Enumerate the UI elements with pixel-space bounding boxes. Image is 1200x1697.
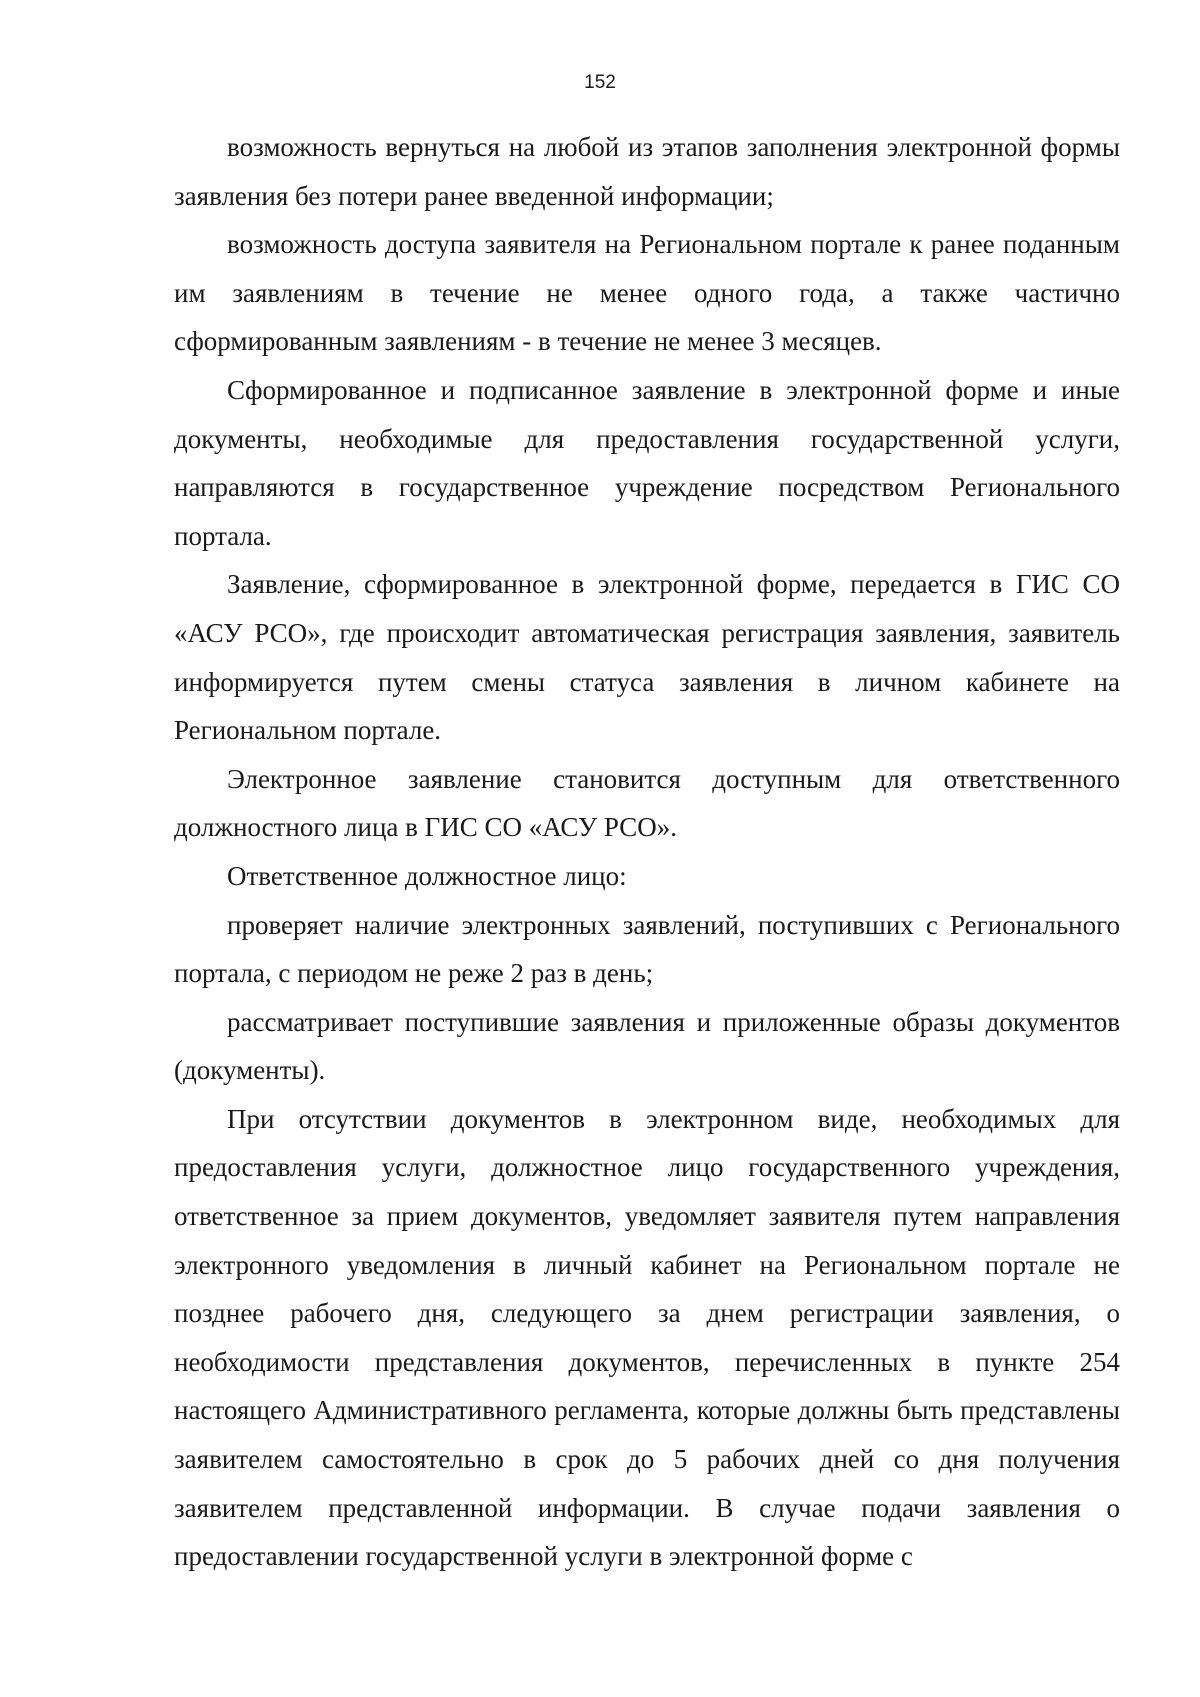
- paragraph-signed-application: Сформированное и подписанное заявление в электронной форме и иные документы, необходимые для предоставления государственной услуги, направляются в государственное учреждение посредством Регионального портала.: [174, 374, 1120, 551]
- paragraph-return-to-step: возможность вернуться на любой из этапов заполнения электронной формы заявления без потери ранее введенной информации;: [174, 132, 1120, 211]
- page-number: 152: [584, 72, 616, 93]
- paragraph-gis-registration: Заявление, сформированное в электронной форме, передается в ГИС СО «АСУ РСО», где происходит автоматическая регистрация заявления, заявитель информируется путем смены статуса заявления в личном кабинете на Региональном портале.: [174, 569, 1120, 746]
- paragraph-missing-documents: При отсутствии документов в электронном виде, необходимых для предоставления услуги, должностное лицо государственного учреждения, ответственное за прием документов, уведомляет заявителя путем направления электронного уведомления в личный кабинет на Региональном портале не позднее рабочего дня, следующего за днем регистрации заявления, о необходимости представления документов, перечисленных в пункте 254 настоящего Административного регламента, которые должны быть представлены заявителем самостоятельно в срок до 5 рабочих дней со дня получения заявителем представленной информации. В случае подачи заявления о предоставлении государственной услуги в электронной форме с: [174, 1103, 1120, 1572]
- paragraph-electronic-application-available: Электронное заявление становится доступным для ответственного должностного лица в ГИС СО «АСУ РСО».: [174, 763, 1120, 843]
- paragraph-checks-applications: проверяет наличие электронных заявлений, поступивших с Регионального портала, с периодом не реже 2 раз в день;: [174, 909, 1120, 989]
- paragraph-responsible-official: Ответственное должностное лицо:: [227, 860, 627, 891]
- page-body: [174, 123, 1120, 1581]
- paragraph-reviews-applications: рассматривает поступившие заявления и приложенные образы документов (документы).: [174, 1006, 1120, 1086]
- paragraph-access-to-applications: возможность доступа заявителя на Региональном портале к ранее поданным им заявлениям в течение не менее одного года, а также частично сформированным заявлениям - в течение не менее 3 месяцев.: [174, 229, 1120, 357]
